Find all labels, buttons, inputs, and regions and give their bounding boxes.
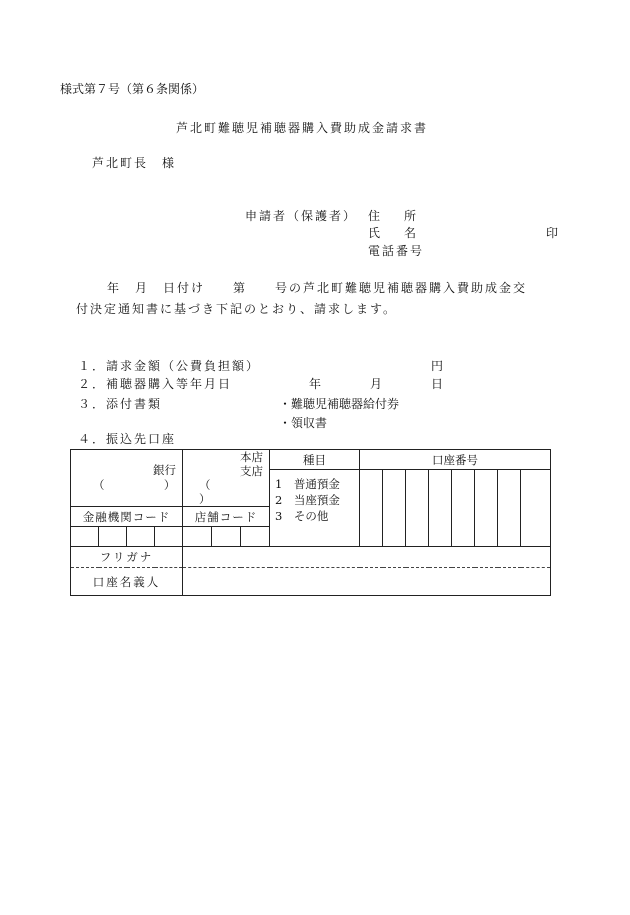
- bank-name-cell: [71, 450, 183, 507]
- item-1-label: １．請求金額（公費負担額）: [78, 359, 261, 373]
- phone-label: 電話番号: [368, 244, 425, 258]
- bank-code-digit-1[interactable]: [71, 527, 99, 547]
- seal-mark: 印: [546, 226, 559, 240]
- item-2-month: 月: [370, 377, 383, 391]
- body-line-2: 付決定通知書に基づき下記のとおり、請求します。: [76, 302, 398, 316]
- type-option-1: 1 普通預金: [275, 477, 340, 491]
- branch-name-cell: [183, 450, 270, 507]
- furigana-field[interactable]: [183, 547, 551, 568]
- holder-name-label: 口座名義人: [71, 568, 183, 596]
- account-digit-4[interactable]: [429, 470, 452, 547]
- form-number: 様式第７号（第６条関係）: [60, 82, 205, 96]
- type-header: 種目: [270, 450, 360, 470]
- branch-code-label: 店舗コード: [183, 507, 270, 527]
- bank-code-digit-2[interactable]: [99, 527, 127, 547]
- account-digit-7[interactable]: [498, 470, 521, 547]
- head-office-label: 本店: [240, 450, 264, 464]
- branch-label: 支店: [240, 464, 264, 478]
- account-number-header: 口座番号: [360, 450, 551, 470]
- item-2-day: 日: [431, 377, 444, 391]
- document-title: 芦北町難聴児補聴器購入費助成金請求書: [176, 121, 429, 135]
- attachment-1: ・難聴児補聴器給付券: [279, 397, 400, 411]
- attachment-2: ・領収書: [279, 416, 328, 430]
- account-digit-1[interactable]: [360, 470, 383, 547]
- applicant-label: 申請者（保護者）: [245, 209, 358, 223]
- bank-account-table: [70, 449, 551, 596]
- bank-code-digit-4[interactable]: [155, 527, 183, 547]
- branch-code-digit-2[interactable]: [212, 527, 241, 547]
- item-4-label: ４．振込先口座: [78, 432, 177, 446]
- account-digit-8[interactable]: [521, 470, 551, 547]
- furigana-label: フリガナ: [71, 547, 183, 568]
- body-line-1: 年 月 日付け 第 号の芦北町難聴児補聴器購入費助成金交: [107, 281, 528, 295]
- bank-paren-open: （: [93, 478, 105, 492]
- bank-paren-close: ）: [163, 478, 176, 492]
- holder-name-field[interactable]: [183, 568, 551, 596]
- addressee: 芦北町長 様: [92, 156, 177, 170]
- account-digit-6[interactable]: [475, 470, 498, 547]
- account-digit-5[interactable]: [452, 470, 475, 547]
- bank-code-digit-3[interactable]: [127, 527, 155, 547]
- branch-code-digit-1[interactable]: [183, 527, 212, 547]
- account-digit-2[interactable]: [383, 470, 406, 547]
- item-3-label: ３．添付書類: [78, 397, 163, 411]
- item-1-unit: 円: [431, 359, 444, 373]
- branch-paren-open: （: [199, 478, 211, 492]
- address-label: 住 所: [368, 209, 417, 223]
- branch-paren-close: ）: [199, 492, 211, 506]
- name-label: 氏 名: [368, 226, 417, 240]
- type-option-3: 3 その他: [275, 509, 329, 523]
- item-2-label: ２．補聴器購入等年月日: [78, 377, 233, 391]
- item-2-year: 年: [309, 377, 322, 391]
- bank-code-label: 金融機関コード: [71, 507, 183, 527]
- bank-label: 銀行: [153, 463, 176, 477]
- account-type-options: [270, 470, 360, 547]
- type-option-2: 2 当座預金: [275, 493, 340, 507]
- account-digit-3[interactable]: [406, 470, 429, 547]
- branch-code-digit-3[interactable]: [241, 527, 270, 547]
